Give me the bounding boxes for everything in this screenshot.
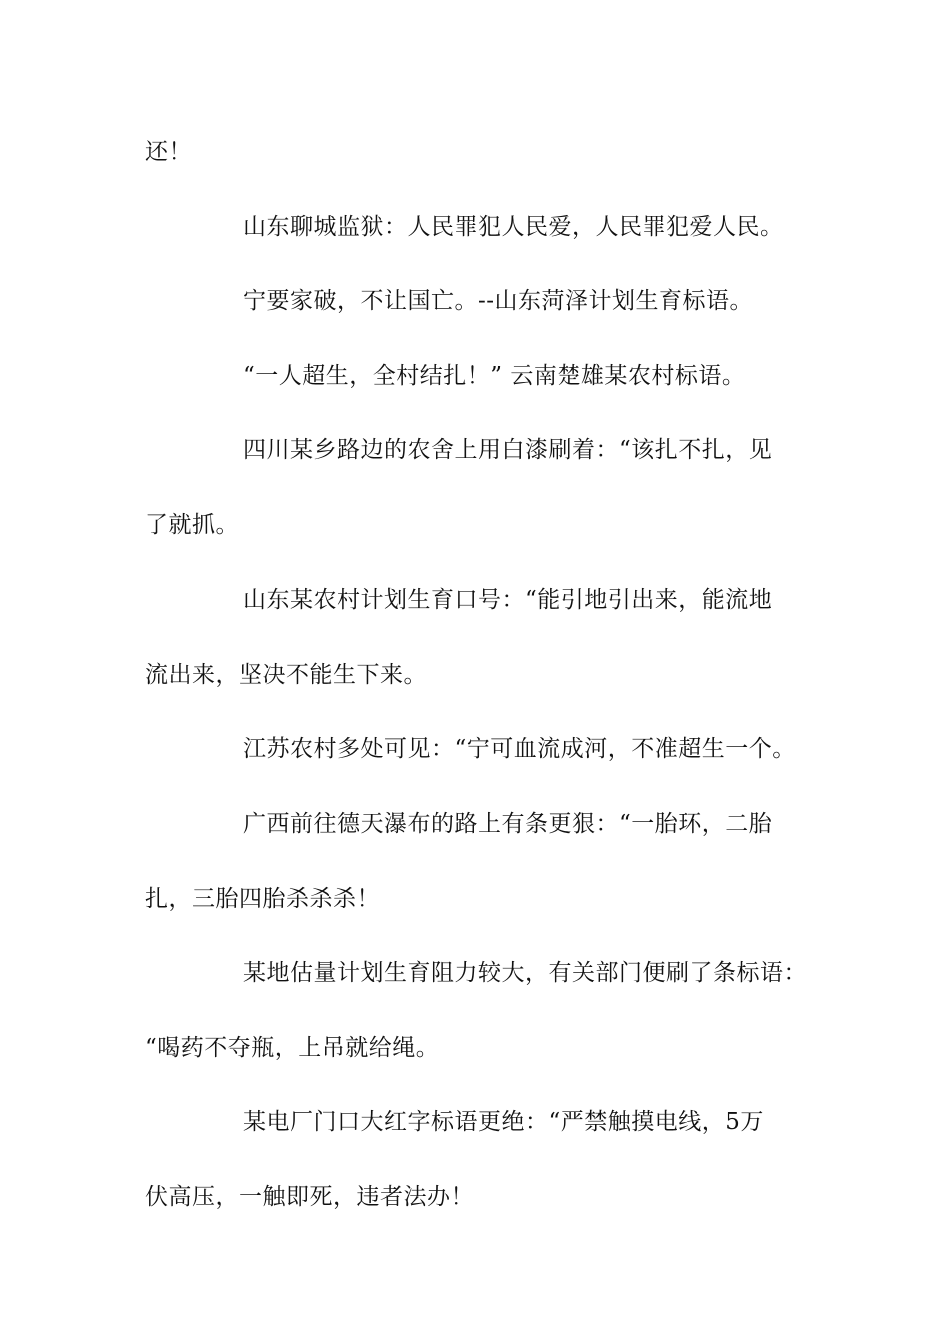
paragraph-line: 某地估量计划生育阻力较大，有关部门便刷了条标语：	[243, 960, 807, 986]
paragraph-line: 江苏农村多处可见：“宁可血流成河，不准超生一个。	[243, 736, 796, 762]
paragraph-line: 山东某农村计划生育口号：“能引地引出来，能流地	[243, 587, 773, 613]
text-line: 还！	[145, 139, 192, 165]
paragraph-line: 山东聊城监狱：人民罪犯人民爱，人民罪犯爱人民。	[243, 214, 784, 240]
paragraph-line: 某电厂门口大红字标语更绝：“严禁触摸电线，5万	[243, 1109, 764, 1135]
text-line: 流出来，坚决不能生下来。	[145, 662, 427, 688]
text-line: “喝药不夺瓶，上吊就给绳。	[145, 1035, 440, 1061]
paragraph-line: 广西前往德天瀑布的路上有条更狠：“一胎环，二胎	[243, 811, 773, 837]
paragraph-line: 宁要家破，不让国亡。--山东菏泽计划生育标语。	[243, 288, 754, 314]
paragraph-line: 四川某乡路边的农舍上用白漆刷着：“该扎不扎，见	[243, 437, 773, 463]
text-line: 了就抓。	[145, 512, 239, 538]
text-line: 扎，三胎四胎杀杀杀！	[145, 886, 380, 912]
text-line: 伏高压，一触即死，违者法办！	[145, 1184, 474, 1210]
paragraph-line: “一人超生，全村结扎！” 云南楚雄某农村标语。	[243, 363, 746, 389]
